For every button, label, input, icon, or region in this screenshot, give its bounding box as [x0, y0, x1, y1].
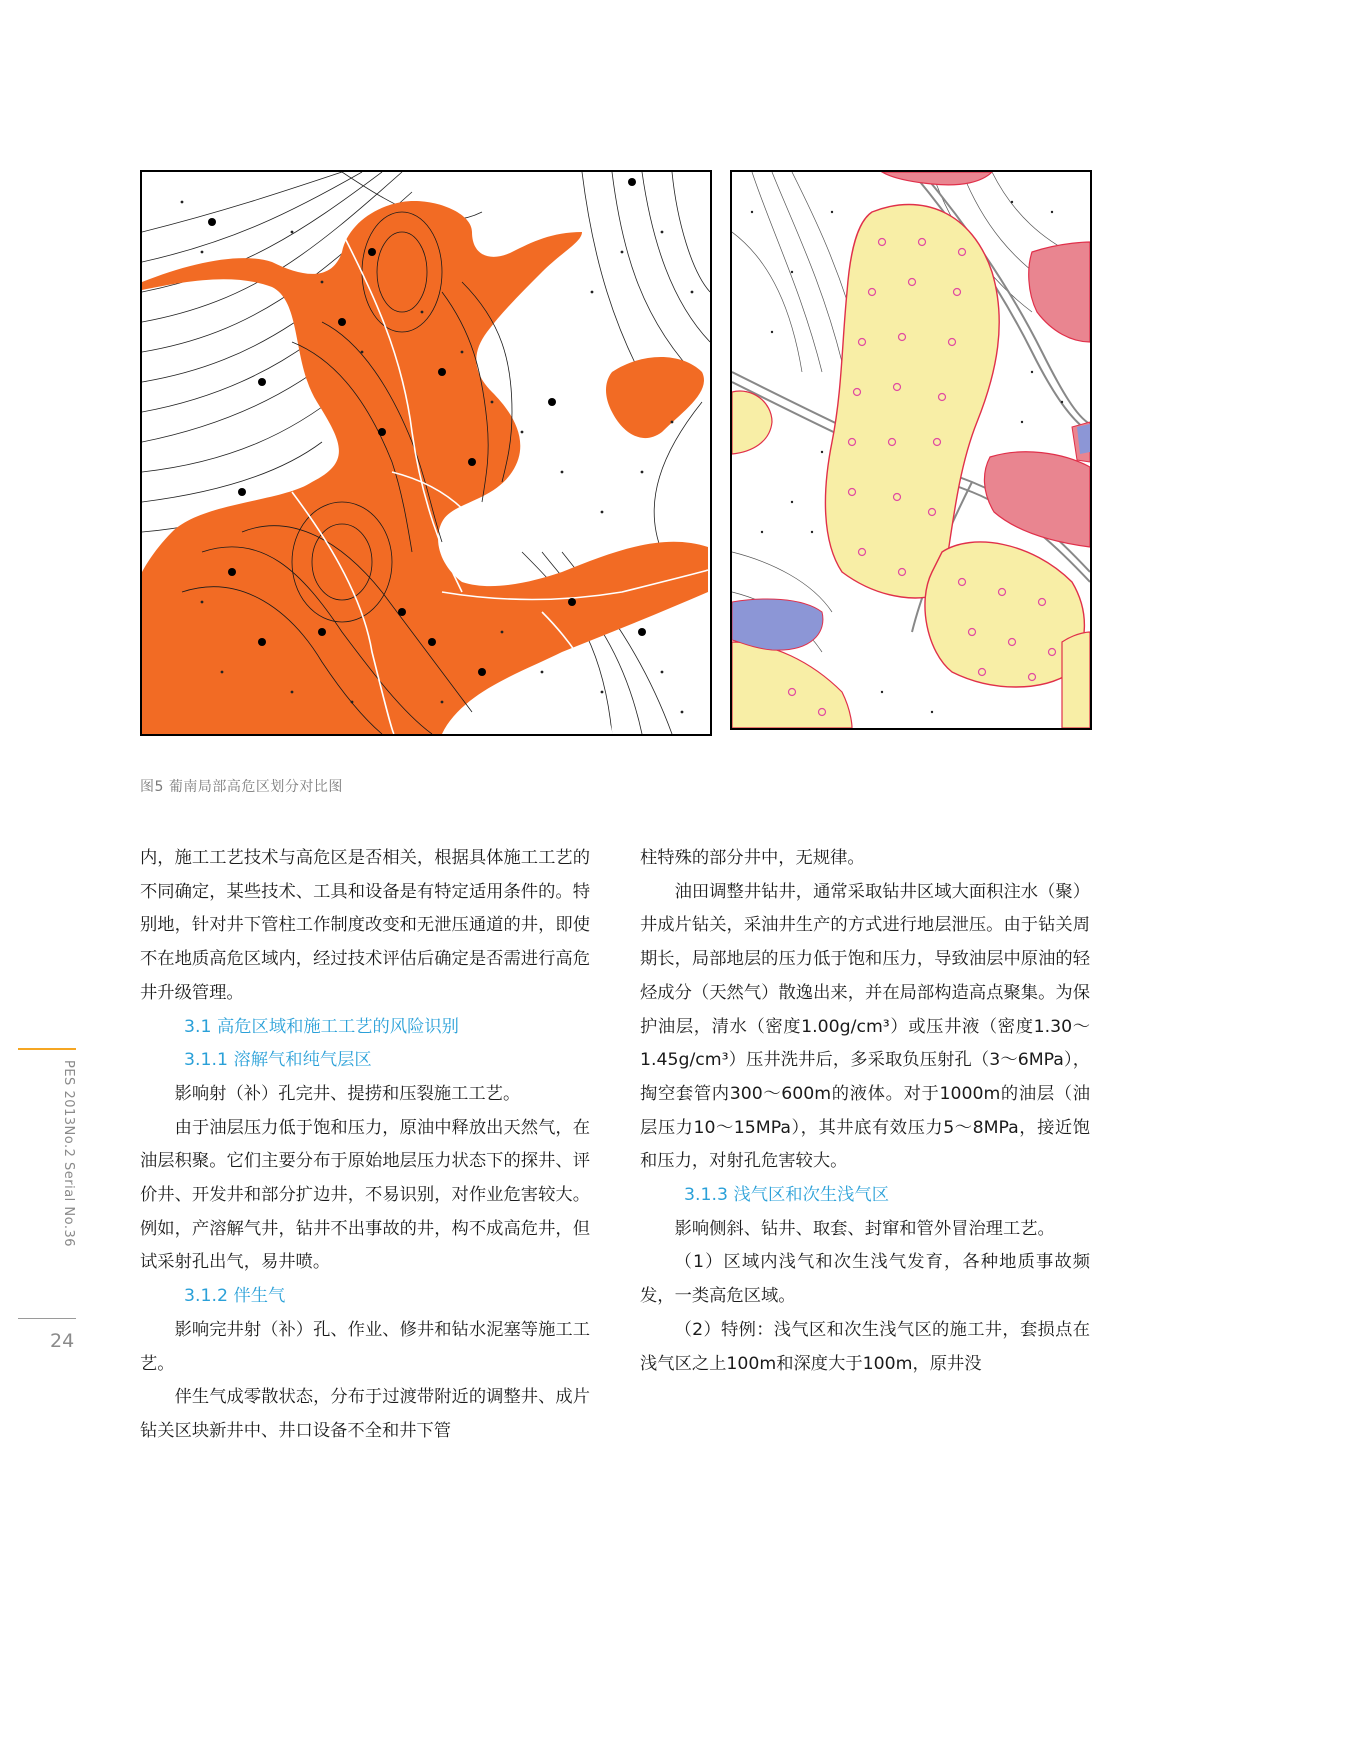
sidebar-rule-bottom — [18, 1318, 76, 1319]
paragraph: 油田调整井钻井，通常采取钻井区域大面积注水（聚）井成片钻关，采油井生产的方式进行地层泄压。由于钻关周期长，局部地层的压力低于饱和压力，导致油层中原油的轻烃成分（天然气）散逸出来，并在局部构造高点聚集。为保护油层，清水（密度1.00g/cm³）或压井液（密度1.30～1.45g/cm³）压井洗井后，多采取负压射孔（3～6MPa），掏空套管内300～600m的液体。对于1000m的油层（油层压力10～15MPa），其井底有效压力5～8MPa，接近饱和压力，对射孔危害较大。 — [640, 881, 1090, 1172]
paragraph: 影响侧斜、钻井、取套、封窜和管外冒治理工艺。 — [674, 1218, 1055, 1239]
sidebar-rule-top — [18, 1048, 76, 1050]
paragraph: 影响射（补）孔完井、提捞和压裂施工工艺。 — [174, 1083, 521, 1104]
yellow-zone-lower — [925, 542, 1084, 687]
red-zone-mid-right — [984, 452, 1090, 547]
section-heading-3-1: 3.1 高危区域和施工工艺的风险识别 — [184, 1016, 459, 1037]
red-zone-top — [882, 172, 992, 185]
high-risk-zone-orange-small — [606, 357, 704, 438]
yellow-zone-bottom-right — [1062, 632, 1090, 728]
paragraph: （1）区域内浅气和次生浅气发育，各种地质事故频发，一类高危区域。 — [640, 1252, 1090, 1307]
paragraph: 伴生气成零散状态，分布于过渡带附近的调整井、成片钻关区块新井中、井口设备不全和井下管 — [140, 1387, 590, 1441]
paragraph: （2）特例：浅气区和次生浅气区的施工井，套损点在浅气区之上100m和深度大于100m，原井没 — [640, 1319, 1090, 1374]
section-heading-3-1-1: 3.1.1 溶解气和纯气层区 — [184, 1050, 372, 1071]
blue-zone-left — [732, 599, 823, 650]
yellow-zone-left — [732, 391, 772, 454]
paragraph: 由于油层压力低于饱和压力，原油中释放出天然气，在油层积聚。它们主要分布于原始地层压力状态下的探井、评价井、开发井和部分扩边井，不易识别，对作业危害较大。例如，产溶解气井，钻井不出事故的井，构不成高危井，但试采射孔出气，易井喷。 — [140, 1117, 590, 1273]
section-heading-3-1-3: 3.1.3 浅气区和次生浅气区 — [684, 1185, 889, 1206]
zone-map-right — [732, 172, 1090, 728]
paragraph: 影响完井射（补）孔、作业、修井和钻水泥塞等施工工艺。 — [140, 1319, 590, 1374]
red-zone-top-right — [1029, 242, 1090, 342]
yellow-zone-bottom-left — [732, 642, 852, 728]
left-column — [140, 842, 590, 1449]
journal-info: PES 2013No.2 Serial No.36 — [61, 1060, 76, 1248]
high-risk-zone-orange — [142, 201, 708, 734]
paragraph: 柱特殊的部分井中，无规律。 — [640, 848, 865, 868]
section-heading-3-1-2: 3.1.2 伴生气 — [184, 1286, 286, 1307]
page-number: 24 — [50, 1330, 75, 1352]
right-map-zone-division — [730, 170, 1092, 730]
figure — [140, 170, 1092, 736]
right-column — [640, 842, 1090, 1381]
contour-map-left — [142, 172, 710, 734]
left-map-high-risk-zones — [140, 170, 712, 736]
yellow-zone-main — [825, 205, 999, 598]
paragraph: 内，施工工艺技术与高危区是否相关，根据具体施工工艺的不同确定，某些技术、工具和设备是有特定适用条件的。特别地，针对井下管柱工作制度改变和无泄压通道的井，即使不在地质高危区域内，经过技术评估后确定是否需进行高危井升级管理。 — [140, 848, 590, 1003]
figure-caption: 图5 葡南局部高危区划分对比图 — [140, 779, 343, 795]
